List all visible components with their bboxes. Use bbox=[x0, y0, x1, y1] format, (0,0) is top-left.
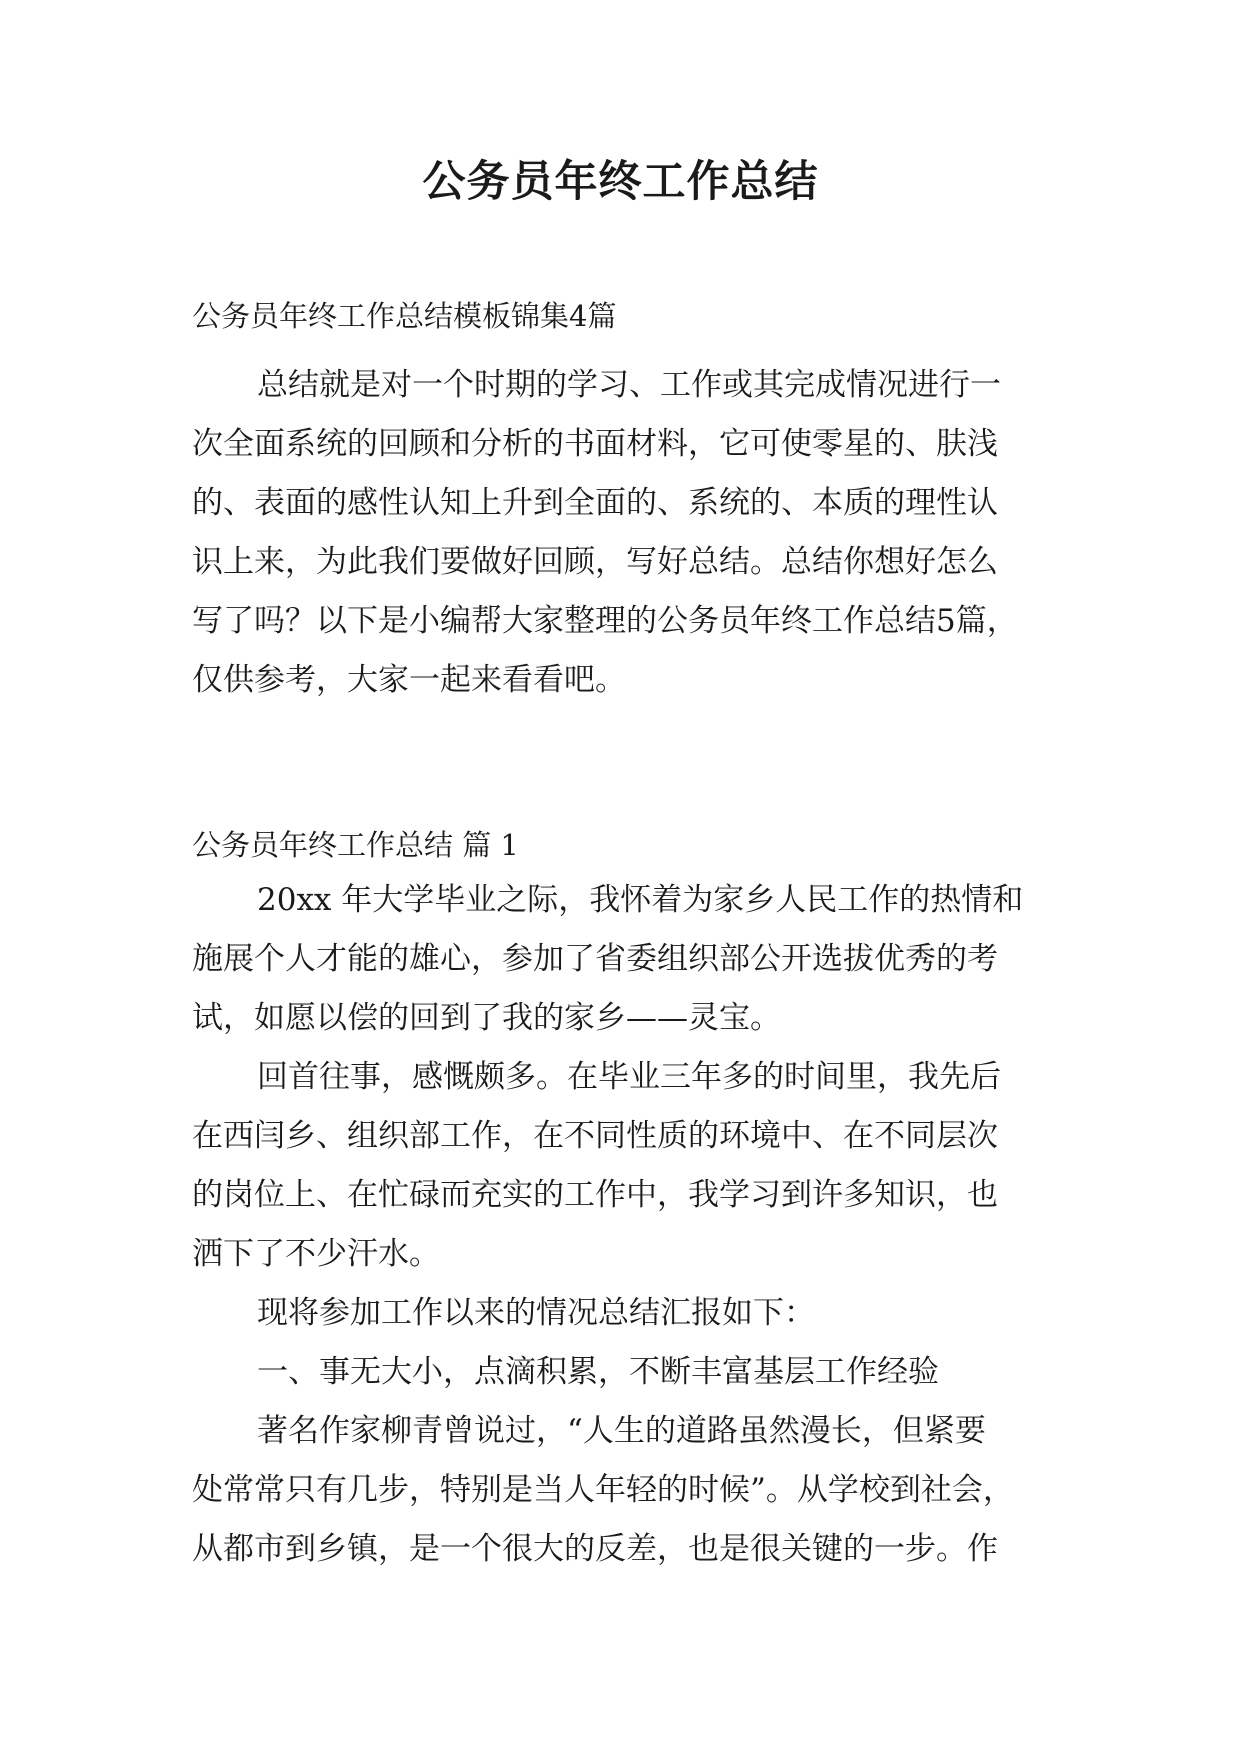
body-line: 20xx 年大学毕业之际，我怀着为家乡人民工作的热情和 bbox=[257, 882, 1024, 918]
intro-line: 识上来，为此我们要做好回顾，写好总结。总结你想好怎么 bbox=[192, 544, 998, 580]
intro-line: 次全面系统的回顾和分析的书面材料，它可使零星的、肤浅 bbox=[192, 426, 998, 462]
body-line: 的岗位上、在忙碌而充实的工作中，我学习到许多知识，也 bbox=[192, 1177, 998, 1213]
body-line: 回首往事，感慨颇多。在毕业三年多的时间里，我先后 bbox=[257, 1059, 1001, 1095]
body-line: 从都市到乡镇，是一个很大的反差，也是很关键的一步。作 bbox=[192, 1531, 998, 1567]
intro-line: 写了吗？以下是小编帮大家整理的公务员年终工作总结5篇， bbox=[192, 603, 1018, 639]
body-line: 著名作家柳青曾说过，“人生的道路虽然漫长，但紧要 bbox=[257, 1413, 986, 1449]
body-line: 在西闫乡、组织部工作，在不同性质的环境中、在不同层次 bbox=[192, 1118, 998, 1154]
body-line: 洒下了不少汗水。 bbox=[192, 1236, 440, 1272]
document-title: 公务员年终工作总结 bbox=[422, 157, 819, 207]
intro-paragraph bbox=[192, 356, 1018, 710]
body-line: 一、事无大小，点滴积累，不断丰富基层工作经验 bbox=[257, 1354, 939, 1390]
section-heading: 公务员年终工作总结 篇 1 bbox=[192, 828, 519, 862]
section-body bbox=[192, 871, 1023, 1579]
body-line: 现将参加工作以来的情况总结汇报如下： bbox=[257, 1295, 815, 1331]
body-line: 试，如愿以偿的回到了我的家乡——灵宝。 bbox=[192, 1000, 781, 1036]
intro-line: 仅供参考，大家一起来看看吧。 bbox=[192, 662, 626, 698]
intro-line: 的、表面的感性认知上升到全面的、系统的、本质的理性认 bbox=[192, 485, 998, 521]
document-subtitle: 公务员年终工作总结模板锦集4篇 bbox=[192, 299, 617, 333]
intro-line: 总结就是对一个时期的学习、工作或其完成情况进行一 bbox=[257, 367, 1001, 403]
body-line: 处常常只有几步，特别是当人年轻的时候”。从学校到社会， bbox=[192, 1472, 1014, 1508]
body-line: 施展个人才能的雄心，参加了省委组织部公开选拔优秀的考 bbox=[192, 941, 998, 977]
